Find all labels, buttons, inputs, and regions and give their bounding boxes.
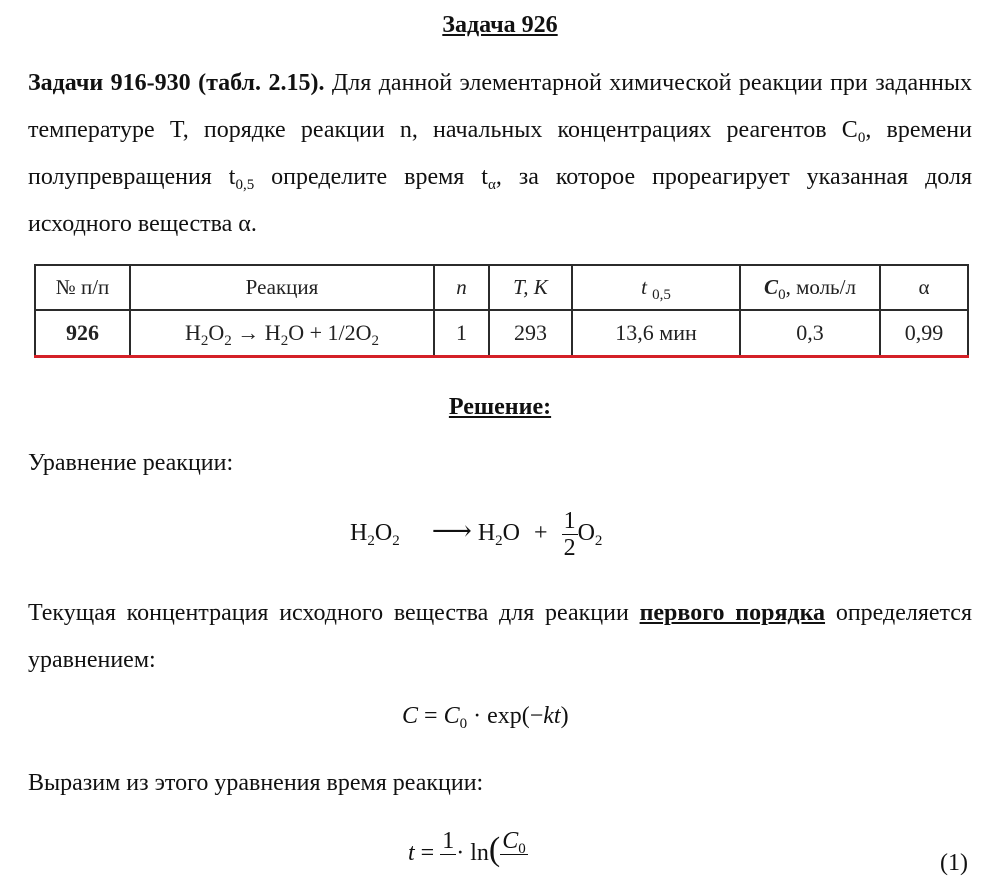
page-title: Задача 926	[442, 12, 558, 38]
reaction-equation: $H_2O_2$ ⟶ $H_2O$ + $\frac{1}{2}$ $O_2$	[350, 508, 603, 561]
task-text: , за которое прореагирует указанная доля исходного вещества α.	[28, 164, 972, 237]
cell-T: 293	[489, 310, 572, 356]
table-row	[35, 310, 968, 356]
table-bottom-rule	[34, 355, 969, 358]
header-c0: $C_0$, моль/л	[740, 265, 880, 310]
task-lead: Задачи 916-930 (табл. 2.15).	[28, 70, 325, 96]
fraction-half: $\frac{1}{2}$	[563, 508, 576, 561]
arrow-icon: ⟶	[431, 516, 472, 548]
task-data-table	[34, 264, 969, 357]
solution-heading: Решение:	[448, 394, 552, 420]
equation-label: Уравнение реакции:	[28, 450, 234, 476]
header-reaction: Реакция	[130, 265, 434, 310]
subscript: 0	[857, 130, 866, 146]
time-expression-label: Выразим из этого уравнения время реакции:	[28, 770, 484, 796]
header-num: № п/п	[35, 265, 130, 310]
first-order-paragraph: Текущая концентрация исходного вещества для реакции первого порядка определяется уравнением:	[28, 600, 972, 673]
cell-num: 926	[35, 310, 130, 356]
header-n: n	[434, 265, 489, 310]
cell-alpha: 0,99	[880, 310, 968, 356]
subscript: α	[487, 177, 496, 193]
task-text: , времени полупревращения t	[28, 117, 972, 190]
header-T: T, K	[489, 265, 572, 310]
time-formula: t = 1 · ln( $C_0$	[408, 828, 528, 881]
cell-c0: 0,3	[740, 310, 880, 356]
cell-t05: 13,6 мин	[572, 310, 740, 356]
task-description	[28, 60, 972, 248]
fraction-c0: $C_0$	[502, 828, 526, 857]
header-alpha: α	[880, 265, 968, 310]
task-text: определите время t	[254, 164, 488, 190]
table-header-row	[35, 265, 968, 310]
emphasis-first-order: первого порядка	[639, 600, 826, 626]
header-t05: t $_{0,5}$	[572, 265, 740, 310]
cell-n: 1	[434, 310, 489, 356]
task-text: Для данной элементарной химической реакции при заданных температуре T, порядке реакции n, начальных концентрациях реагентов C	[28, 70, 973, 143]
fraction-one: 1	[442, 828, 455, 854]
subscript: 0,5	[235, 177, 255, 193]
equation-number: (1)	[940, 850, 968, 876]
concentration-formula: $C = C_0 \cdot \exp(-kt)$	[402, 703, 569, 732]
cell-reaction: $H_2O_2 \to H_2O + 1/2O_2$	[130, 310, 434, 356]
